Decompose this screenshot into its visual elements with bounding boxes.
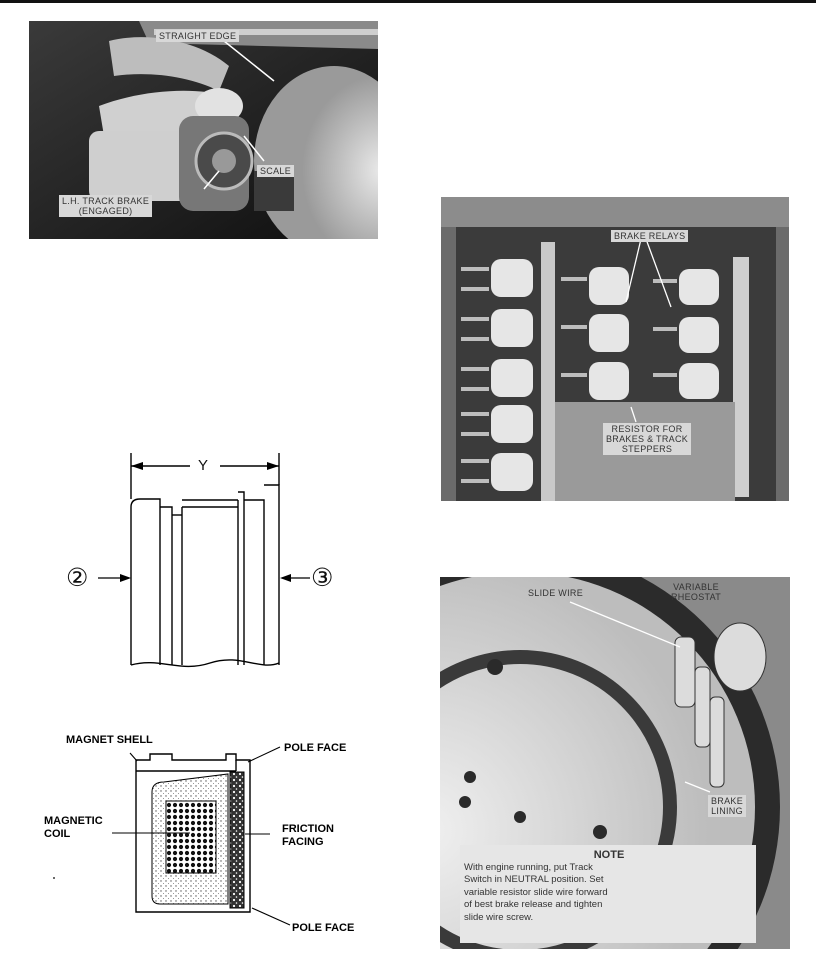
note-line-5: slide wire screw. xyxy=(464,911,534,923)
label-friction-facing xyxy=(282,823,334,849)
label-magnet-shell: MAGNET SHELL xyxy=(66,734,153,746)
label-variable-rheostat-line1: VARIABLE xyxy=(673,582,719,592)
callout-2: ② xyxy=(66,563,89,592)
label-variable-rheostat-line2: RHEOSTAT xyxy=(671,592,722,602)
label-track-brake-line2: (ENGAGED) xyxy=(78,206,133,216)
diagram-y-dimension xyxy=(60,445,360,675)
label-pole-face-bottom: POLE FACE xyxy=(292,922,355,934)
label-track-brake-line1: L.H. TRACK BRAKE xyxy=(62,196,150,206)
label-straight-edge: STRAIGHT EDGE xyxy=(156,30,239,42)
note-line-3: variable resistor slide wire forward xyxy=(464,886,608,898)
label-resistor xyxy=(603,423,691,455)
label-brake-lining-line1: BRAKE xyxy=(711,796,744,806)
dimension-label-y: Y xyxy=(198,457,209,474)
label-resistor-line3: STEPPERS xyxy=(621,444,673,454)
label-slide-wire: SLIDE WIRE xyxy=(528,588,584,598)
label-scale: SCALE xyxy=(257,165,294,177)
photo-track-brake xyxy=(29,21,378,239)
diagram-magnet-section xyxy=(40,730,380,940)
label-resistor-line1: RESISTOR FOR xyxy=(611,424,683,434)
diagram-y-drawing xyxy=(60,445,360,675)
label-friction-facing-line1: FRICTION xyxy=(282,823,334,835)
label-resistor-line2: BRAKES & TRACK xyxy=(606,434,689,444)
callout-3: ③ xyxy=(311,563,334,592)
note-box xyxy=(464,849,754,924)
photo-brake-relays-image xyxy=(441,197,789,501)
photo-brake-relays xyxy=(441,197,789,501)
note-line-4: of best brake release and tighten xyxy=(464,899,603,910)
label-magnetic-coil-line2: COIL xyxy=(44,828,71,840)
photo-slide-wire xyxy=(440,577,790,949)
note-line-1: With engine running, put Track xyxy=(464,861,593,873)
label-magnetic-coil xyxy=(44,815,103,841)
label-brake-relays: BRAKE RELAYS xyxy=(611,230,688,242)
label-friction-facing-line2: FACING xyxy=(282,836,324,848)
note-title: NOTE xyxy=(593,849,625,861)
label-brake-lining-line2: LINING xyxy=(711,806,743,816)
label-pole-face-top: POLE FACE xyxy=(284,742,347,754)
label-track-brake xyxy=(59,195,152,217)
label-magnetic-coil-line1: MAGNETIC xyxy=(44,815,103,827)
note-line-2: Switch in NEUTRAL position. Set xyxy=(464,874,604,885)
top-rule xyxy=(0,0,816,3)
label-variable-rheostat xyxy=(668,581,724,603)
label-brake-lining xyxy=(708,795,746,817)
